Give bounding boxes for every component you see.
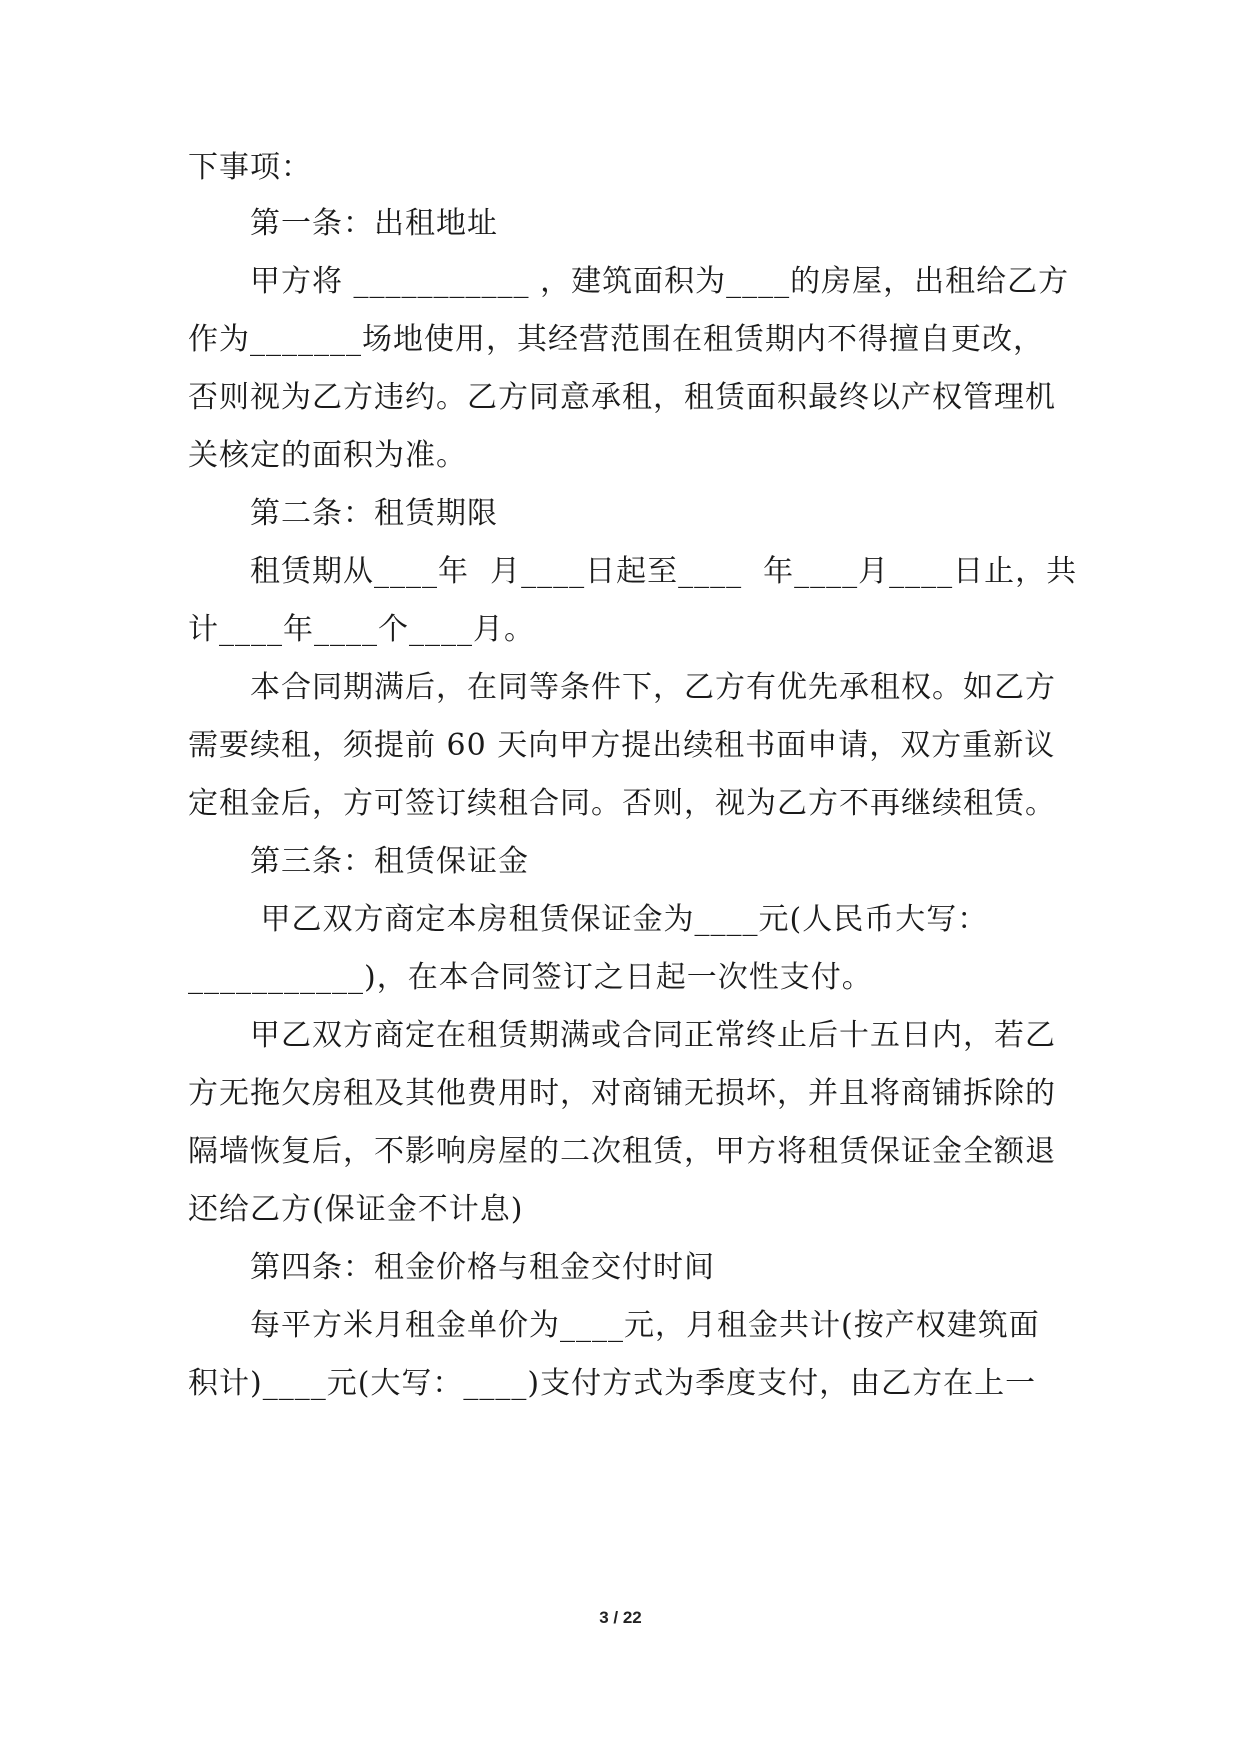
text-line: 下事项： [188,150,312,185]
article-heading: 第四条：租金价格与租金交付时间 [250,1250,715,1285]
text-line: 甲乙双方商定在租赁期满或合同正常终止后十五日内，若乙 [250,1018,1056,1053]
article-heading: 第二条：租赁期限 [250,496,498,531]
text-line: 甲方将 ___________ ，建筑面积为____的房屋，出租给乙方 [250,264,1070,299]
text-line: 积计)____元(大写：____)支付方式为季度支付，由乙方在上一 [188,1366,1037,1401]
text-line: 本合同期满后，在同等条件下，乙方有优先承租权。如乙方 [250,670,1056,705]
page-number: 3 / 22 [599,1608,642,1627]
text-line: ___________)，在本合同签订之日起一次性支付。 [188,960,873,995]
text-line: 还给乙方(保证金不计息) [188,1192,524,1227]
text-line: 定租金后，方可签订续租合同。否则，视为乙方不再继续租赁。 [188,786,1056,821]
text-line: 方无拖欠房租及其他费用时，对商铺无损坏，并且将商铺拆除的 [188,1076,1056,1111]
text-line: 隔墙恢复后，不影响房屋的二次租赁，甲方将租赁保证金全额退 [188,1134,1056,1169]
text-line: 计____年____个____月。 [188,612,535,647]
text-line: 否则视为乙方违约。乙方同意承租，租赁面积最终以产权管理机 [188,380,1056,415]
text-line: 需要续租，须提前 60 天向甲方提出续租书面申请，双方重新议 [188,728,1056,763]
text-line: 关核定的面积为准。 [188,438,467,473]
text-line: 租赁期从____年 月____日起至____ 年____月____日止，共 [250,554,1078,589]
text-line: 作为_______场地使用，其经营范围在租赁期内不得擅自更改， [188,322,1044,357]
text-line: 甲乙双方商定本房租赁保证金为____元(人民币大写： [250,902,989,937]
article-heading: 第一条：出租地址 [250,206,498,241]
article-heading: 第三条：租赁保证金 [250,844,529,879]
text-line: 每平方米月租金单价为____元，月租金共计(按产权建筑面 [250,1308,1040,1343]
